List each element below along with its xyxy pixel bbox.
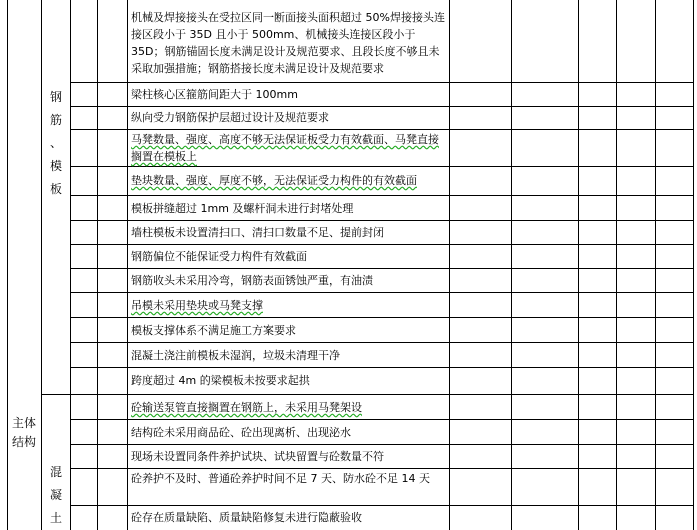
row-line	[70, 195, 694, 196]
row-line	[70, 220, 694, 221]
category-label	[8, 414, 40, 452]
subcategory-rebar-formwork	[42, 88, 70, 199]
row-text: 马凳数量、强度、高度不够无法保证板受力有效截面、马凳直接搁置在模板上	[131, 133, 439, 163]
row-line	[70, 367, 694, 368]
grid-line	[97, 0, 98, 530]
row-line	[70, 244, 694, 245]
row-text: 纵向受力钢筋保护层超过设计及规范要求	[131, 111, 329, 124]
subcategory-char: 混	[49, 465, 62, 479]
row-line	[70, 106, 694, 107]
subcategory-char: 板	[49, 182, 62, 196]
row-text: 钢筋偏位不能保证受力构件有效截面	[131, 250, 307, 263]
row-text: 墙柱模板未设置清扫口、清扫口数量不足、提前封闭	[131, 226, 384, 239]
subcategory-char: 土	[49, 511, 62, 525]
row-text: 砼存在质量缺陷、质量缺陷修复未进行隐蔽验收	[131, 511, 362, 524]
row-text: 钢筋收头未采用冷弯，钢筋表面锈蚀严重，有油渍	[131, 274, 373, 287]
row-line	[70, 268, 694, 269]
row-text: 垫块数量、强度、厚度不够，无法保证受力构件的有效截面	[131, 174, 417, 187]
grid-line	[127, 0, 128, 530]
grid-line	[655, 0, 656, 530]
row-text: 吊模未采用垫块或马凳支撑	[131, 299, 263, 312]
row-text: 模板拼缝超过 1mm 及螺杆洞未进行封堵处理	[131, 202, 354, 215]
row-line	[70, 468, 694, 469]
subcategory-concrete	[42, 463, 70, 528]
subcategory-char: 凝	[49, 488, 62, 502]
row-line	[70, 444, 694, 445]
grid-line	[578, 0, 579, 530]
grid-line	[511, 0, 512, 530]
subcategory-char: 模	[49, 159, 62, 173]
row-text: 跨度超过 4m 的梁模板未按要求起拱	[131, 374, 310, 387]
row-text: 梁柱核心区箍筋间距大于 100mm	[131, 88, 298, 101]
row-line	[70, 342, 694, 343]
row-line	[70, 82, 694, 83]
grid-line	[449, 0, 450, 530]
row-text: 砼养护不及时、普通砼养护时间不足 7 天、防水砼不足 14 天	[131, 472, 430, 485]
subcategory-char: 、	[49, 136, 62, 150]
category-text: 主体结构	[11, 416, 36, 449]
row-text: 机械及焊接接头在受拉区同一断面接头面积超过 50%焊接接头连接区段小于 35D 且小于 500mm、机械接头连接区段小于 35D；钢筋锚固长度未满足设计及规范要求、且段长度不够且未采取加强措施；钢筋搭接长度未满足设计及规范要求	[131, 11, 445, 75]
row-line	[70, 317, 694, 318]
row-text: 模板支撑体系不满足施工方案要求	[131, 324, 296, 337]
grid-line	[70, 0, 71, 530]
grid-line	[693, 0, 694, 530]
row-text: 结构砼未采用商品砼、砼出现离析、出现泌水	[131, 426, 351, 439]
row-line	[70, 505, 694, 506]
grid-line	[41, 0, 42, 530]
row-line	[41, 394, 694, 395]
row-line	[70, 419, 694, 420]
row-text: 现场未设置同条件养护试块、试块留置与砼数量不符	[131, 450, 384, 463]
grid-line	[616, 0, 617, 530]
row-text: 砼输送泵管直接搁置在钢筋上，未采用马凳架设	[131, 401, 362, 414]
row-line	[70, 166, 694, 167]
row-text: 混凝土浇注前模板未湿润，垃圾未清理干净	[131, 349, 340, 362]
row-line	[70, 129, 694, 130]
subcategory-char: 筋	[49, 113, 62, 127]
subcategory-char: 钢	[49, 90, 62, 104]
row-line	[70, 292, 694, 293]
